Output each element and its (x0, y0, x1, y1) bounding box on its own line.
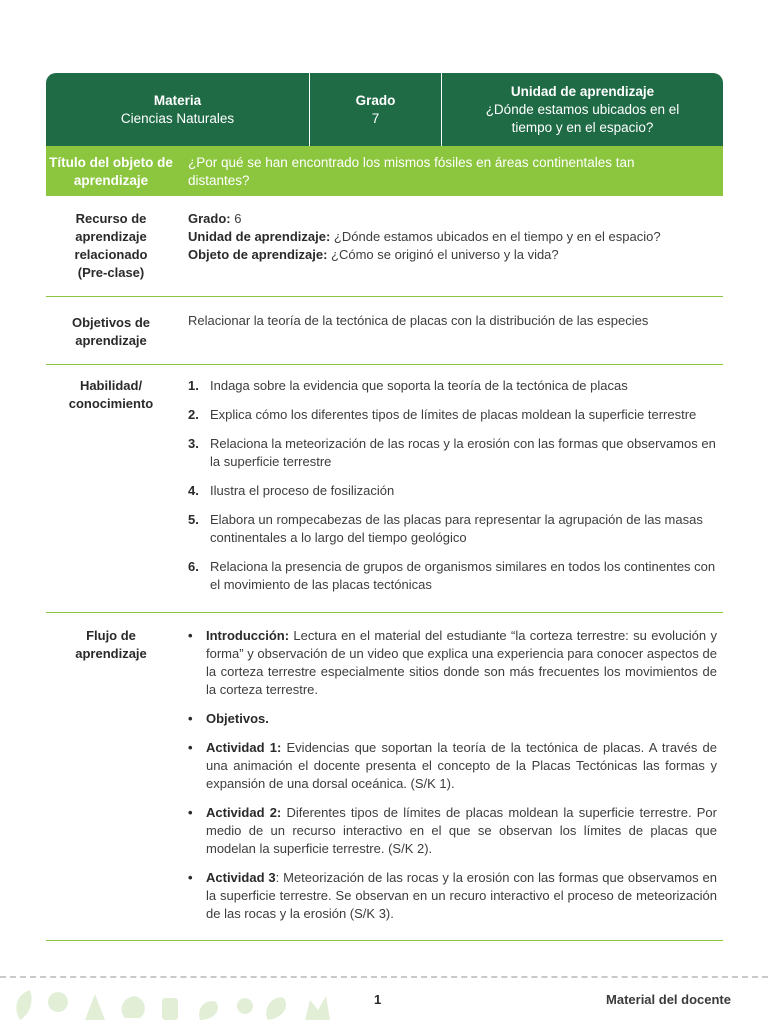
bullet: • (188, 805, 193, 820)
flow-text (206, 869, 717, 923)
header-materia-cell (46, 73, 310, 146)
flow-item-text: : Meteorización de las rocas y la erosión con las formas que observamos en la superficie terrestre. Se observan en un recuro interactivo el proceso de meteorización de las rocas y la erosión (S/K 3). (206, 870, 717, 921)
list-item (188, 627, 717, 699)
titulo-value: ¿Por qué se han encontrado los mismos fósiles en áreas continentales tan distantes? (188, 155, 635, 188)
skill-number: 4. (188, 483, 199, 498)
list-item (188, 511, 717, 547)
skill-number: 5. (188, 512, 199, 527)
objetivos-row (46, 297, 723, 365)
list-item (188, 435, 717, 471)
skill-text: Ilustra el proceso de fosilización (210, 483, 395, 498)
header-unidad-cell (442, 73, 723, 146)
list-item (188, 739, 717, 793)
list-item (188, 558, 717, 594)
bullet: • (188, 740, 193, 755)
flujo-value (176, 613, 723, 940)
flujo-label: Flujo de aprendizaje (75, 628, 147, 661)
list-item (188, 710, 717, 728)
skill-number: 6. (188, 559, 199, 574)
footer-decoration-icon (0, 980, 340, 1024)
header-grado-cell (310, 73, 442, 146)
list-item (188, 869, 717, 923)
recurso-grado-value: 6 (230, 211, 242, 226)
flow-item-label: Actividad 1: (206, 740, 282, 755)
titulo-label: Título del objeto de aprendizaje (49, 155, 173, 188)
bullet: • (188, 711, 193, 726)
recurso-grado-label: Grado: (188, 211, 231, 226)
flow-text (206, 627, 717, 699)
materia-value: Ciencias Naturales (120, 110, 235, 126)
page-number: 1 (374, 992, 382, 1007)
skill-number: 1. (188, 378, 199, 393)
flow-item-label: Actividad 2: (206, 805, 282, 820)
flow-item-label: Objetivos. (206, 711, 269, 726)
objetivos-value: Relacionar la teoría de la tectónica de placas con la distribución de las especies (188, 313, 649, 328)
page-footer (0, 968, 768, 1024)
grado-value: 7 (371, 110, 380, 126)
flow-item-label: Introducción: (206, 628, 290, 643)
skill-number: 2. (188, 407, 199, 422)
skill-text: Explica cómo los diferentes tipos de límites de placas moldean la superficie terrestre (210, 407, 697, 422)
flow-item-label: Actividad 3 (206, 870, 276, 885)
flujo-row (46, 613, 723, 941)
flow-text (206, 804, 717, 858)
habilidad-label: Habilidad/ conocimiento (68, 378, 154, 411)
list-item (188, 482, 717, 500)
recurso-row (46, 196, 723, 297)
list-item (188, 406, 717, 424)
footer-dashed-divider (0, 976, 768, 978)
titulo-row (46, 146, 723, 196)
list-item (188, 804, 717, 858)
flow-text (206, 710, 717, 728)
objetivos-label: Objetivos de aprendizaje (71, 315, 151, 348)
bullet: • (188, 628, 193, 643)
recurso-label: Recurso de aprendizaje relacionado (Pre-clase) (74, 211, 148, 280)
flow-item-text: Evidencias que soportan la teoría de la tectónica de placas. A través de una animación el docente presenta el concepto de la Placas Tectónicas las formas y expansión de una dorsal oceánica. (S/K 1). (206, 740, 717, 791)
list-item (188, 377, 717, 395)
flow-text (206, 739, 717, 793)
recurso-objeto-line (188, 246, 717, 264)
unidad-title: Unidad de aprendizaje (510, 83, 655, 99)
materia-title: Materia (153, 92, 202, 108)
recurso-objeto-value: ¿Cómo se originó el universo y la vida? (327, 247, 559, 262)
recurso-unidad-label: Unidad de aprendizaje: (188, 229, 331, 244)
recurso-unidad-value: ¿Dónde estamos ubicados en el tiempo y en el espacio? (330, 229, 661, 244)
flow-list (188, 627, 717, 923)
skill-text: Relaciona la meteorización de las rocas y la erosión con las formas que observamos en la superficie terrestre (210, 436, 716, 469)
flow-item-text: Lectura en el material del estudiante “la corteza terrestre: su evolución y forma” y observación de un video que explica una experiencia para conocer aspectos de la corteza terrestre especialmente sitios donde son más frecuentes los movimientos de la corteza terrestre. (206, 628, 717, 697)
recurso-objeto-label: Objeto de aprendizaje: (188, 247, 328, 262)
unidad-value: ¿Dónde estamos ubicados en el tiempo y en el espacio? (485, 101, 680, 135)
skill-text: Indaga sobre la evidencia que soporta la teoría de la tectónica de placas (210, 378, 628, 393)
skill-text: Relaciona la presencia de grupos de organismos similares en todos los continentes con el movimiento de las placas tectónicas (210, 559, 716, 592)
recurso-grado-line (188, 210, 717, 228)
skill-text: Elabora un rompecabezas de las placas para representar la agrupación de las masas continentales a lo largo del tiempo geológico (210, 512, 703, 545)
habilidad-value (176, 365, 723, 612)
flow-item-text: Diferentes tipos de límites de placas moldean la superficie terrestre. Por medio de un recurso interactivo en el que se observan los límites de placas que modelan la superficie terrestre. (S/K 2). (206, 805, 717, 856)
header-row (46, 73, 723, 146)
grado-title: Grado (355, 92, 396, 108)
recurso-unidad-line (188, 228, 717, 246)
habilidad-row (46, 365, 723, 613)
skills-list (188, 377, 717, 594)
bullet: • (188, 870, 193, 885)
lesson-plan-table (46, 73, 723, 941)
skill-number: 3. (188, 436, 199, 451)
recurso-value (176, 196, 723, 296)
footer-label: Material del docente (606, 992, 731, 1007)
